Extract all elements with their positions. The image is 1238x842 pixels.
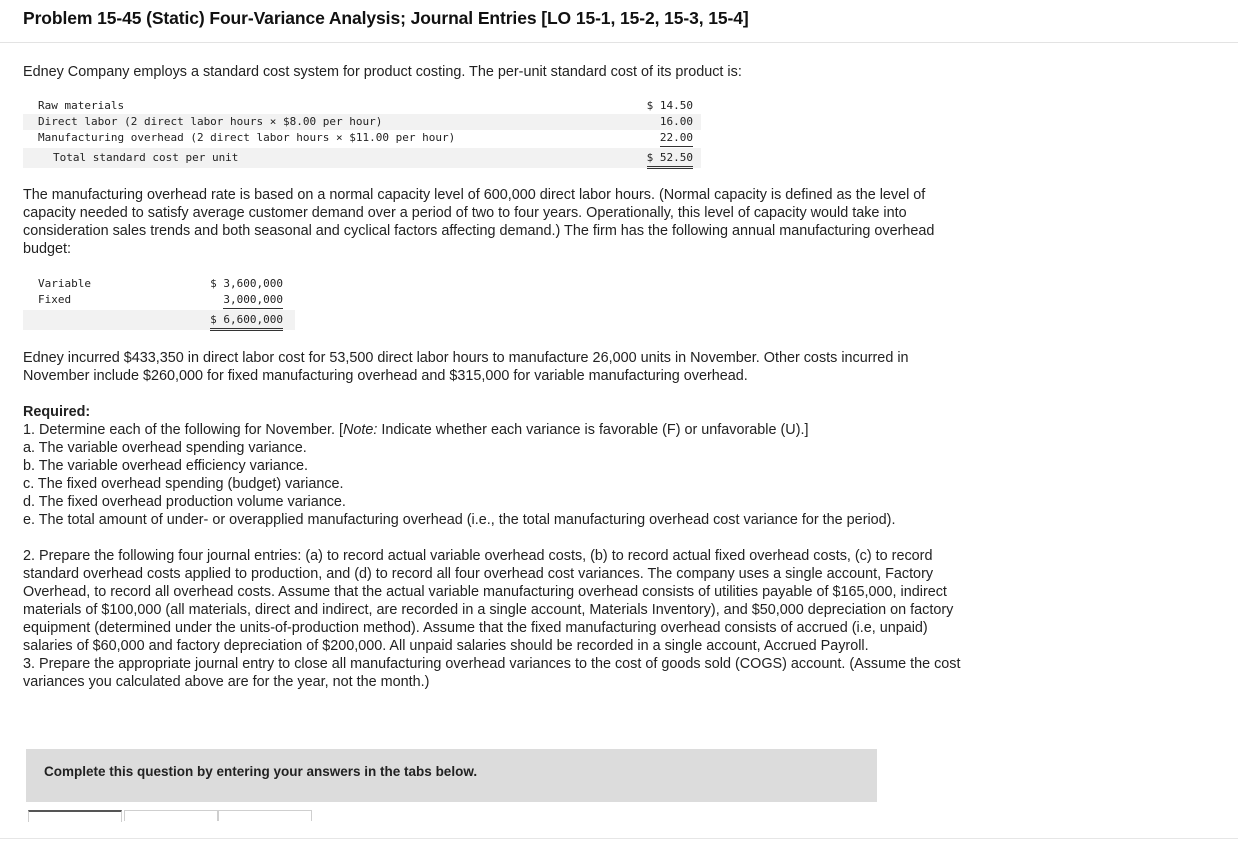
- budget-row-fixed: [23, 292, 295, 308]
- cost-row-total: [23, 148, 701, 168]
- budget-row-label: Variable: [38, 277, 91, 290]
- budget-row-variable: [23, 276, 295, 292]
- cost-row-value: $ 14.50: [646, 99, 693, 112]
- question-1e: e. The total amount of under- or overapplied manufacturing overhead (i.e., the total manufacturing overhead cost variance for the period).: [23, 512, 896, 528]
- banner-text: Complete this question by entering your answers in the tabs below.: [44, 764, 478, 779]
- question-1b: b. The variable overhead efficiency variance.: [23, 458, 309, 474]
- question-1-prefix: 1. Determine each of the following for November. [: [23, 422, 343, 438]
- required-heading: Required:: [23, 404, 91, 420]
- cost-row-value: 22.00: [660, 130, 693, 147]
- cost-row-value: 16.00: [659, 115, 693, 128]
- cost-row-label: Direct labor (2 direct labor hours × $8.00 per hour): [38, 115, 383, 128]
- question-1c: c. The fixed overhead spending (budget) variance.: [23, 476, 344, 492]
- problem-title: Problem 15-45 (Static) Four-Variance Analysis; Journal Entries [LO 15-1, 15-2, 15-3, 15-4]: [23, 8, 749, 28]
- tab-required-1[interactable]: [28, 810, 122, 822]
- cost-row-raw-materials: [23, 98, 701, 114]
- overhead-budget-table: [23, 276, 295, 330]
- capacity-paragraph: The manufacturing overhead rate is based on a normal capacity level of 600,000 direct labor hours. (Normal capacity is defined as the level of capacity needed to satisfy average customer demand over a period of two to four years. Operationally, this level of capacity would take into consideration sales trends and both seasonal and cyclical factors affecting demand.) The firm has the following annual manufacturing overhead budget:: [23, 187, 935, 257]
- costs-paragraph: Edney incurred $433,350 in direct labor cost for 53,500 direct labor hours to manufacture 26,000 units in November. Other costs incurred in November include $260,000 for fixed manufacturing overhead and $315,000 for variable manufacturing overhead.: [23, 350, 909, 384]
- cost-row-direct-labor: [23, 114, 701, 130]
- tab-required-2[interactable]: [124, 810, 218, 821]
- question-2: 2. Prepare the following four journal entries: (a) to record actual variable overhead costs, (b) to record actual fixed overhead costs, (c) to record standard overhead costs applied to production, and (d) to record all four overhead cost variances. The company uses a single account, Factory Overhead, to record all overhead costs. Assume that the actual variable manufacturing overhead consists of utilities payable of $165,000, indirect materials of $100,000 (all materials, direct and indirect, are recorded in a single account, Materials Inventory), and $50,000 depreciation on factory equipment (determined under the units-of-production method). Assume that the fixed manufacturing overhead consists of accrued (i.e, unpaid) salaries of $60,000 and factory depreciation of $200,000. All unpaid salaries should be recorded in a single account, Accrued Payroll.: [23, 548, 954, 654]
- tab-required-3[interactable]: [218, 810, 312, 821]
- required-section: [23, 403, 963, 691]
- instructions-banner: [26, 749, 877, 802]
- standard-cost-table: [23, 98, 701, 168]
- question-1a: a. The variable overhead spending variance.: [23, 440, 307, 456]
- budget-row-value: 3,000,000: [223, 292, 283, 309]
- question-1-note: Indicate whether each variance is favorable (F) or unfavorable (U).]: [377, 422, 809, 438]
- intro-paragraph: Edney Company employs a standard cost system for product costing. The per-unit standard cost of its product is:: [23, 64, 742, 80]
- question-3: 3. Prepare the appropriate journal entry to close all manufacturing overhead variances to the cost of goods sold (COGS) account. (Assume the cost variances you calculated above are for the year, not the month.): [23, 656, 961, 690]
- cost-total-value: $ 52.50: [647, 150, 693, 169]
- cost-row-label: Raw materials: [38, 99, 125, 112]
- budget-row-total: [23, 310, 295, 330]
- budget-total-value: $ 6,600,000: [210, 312, 283, 331]
- cost-row-manufacturing-overhead: [23, 130, 701, 146]
- budget-row-value: $ 3,600,000: [210, 277, 283, 290]
- title-divider: [0, 42, 1238, 43]
- spacer: [23, 529, 963, 547]
- bottom-divider: [0, 838, 1238, 839]
- question-1: [23, 421, 963, 439]
- budget-row-label: Fixed: [38, 293, 72, 306]
- cost-total-label: Total standard cost per unit: [53, 151, 239, 164]
- note-label: Note:: [342, 422, 378, 438]
- cost-row-label: Manufacturing overhead (2 direct labor hours × $11.00 per hour): [38, 131, 456, 144]
- question-1d: d. The fixed overhead production volume variance.: [23, 494, 346, 510]
